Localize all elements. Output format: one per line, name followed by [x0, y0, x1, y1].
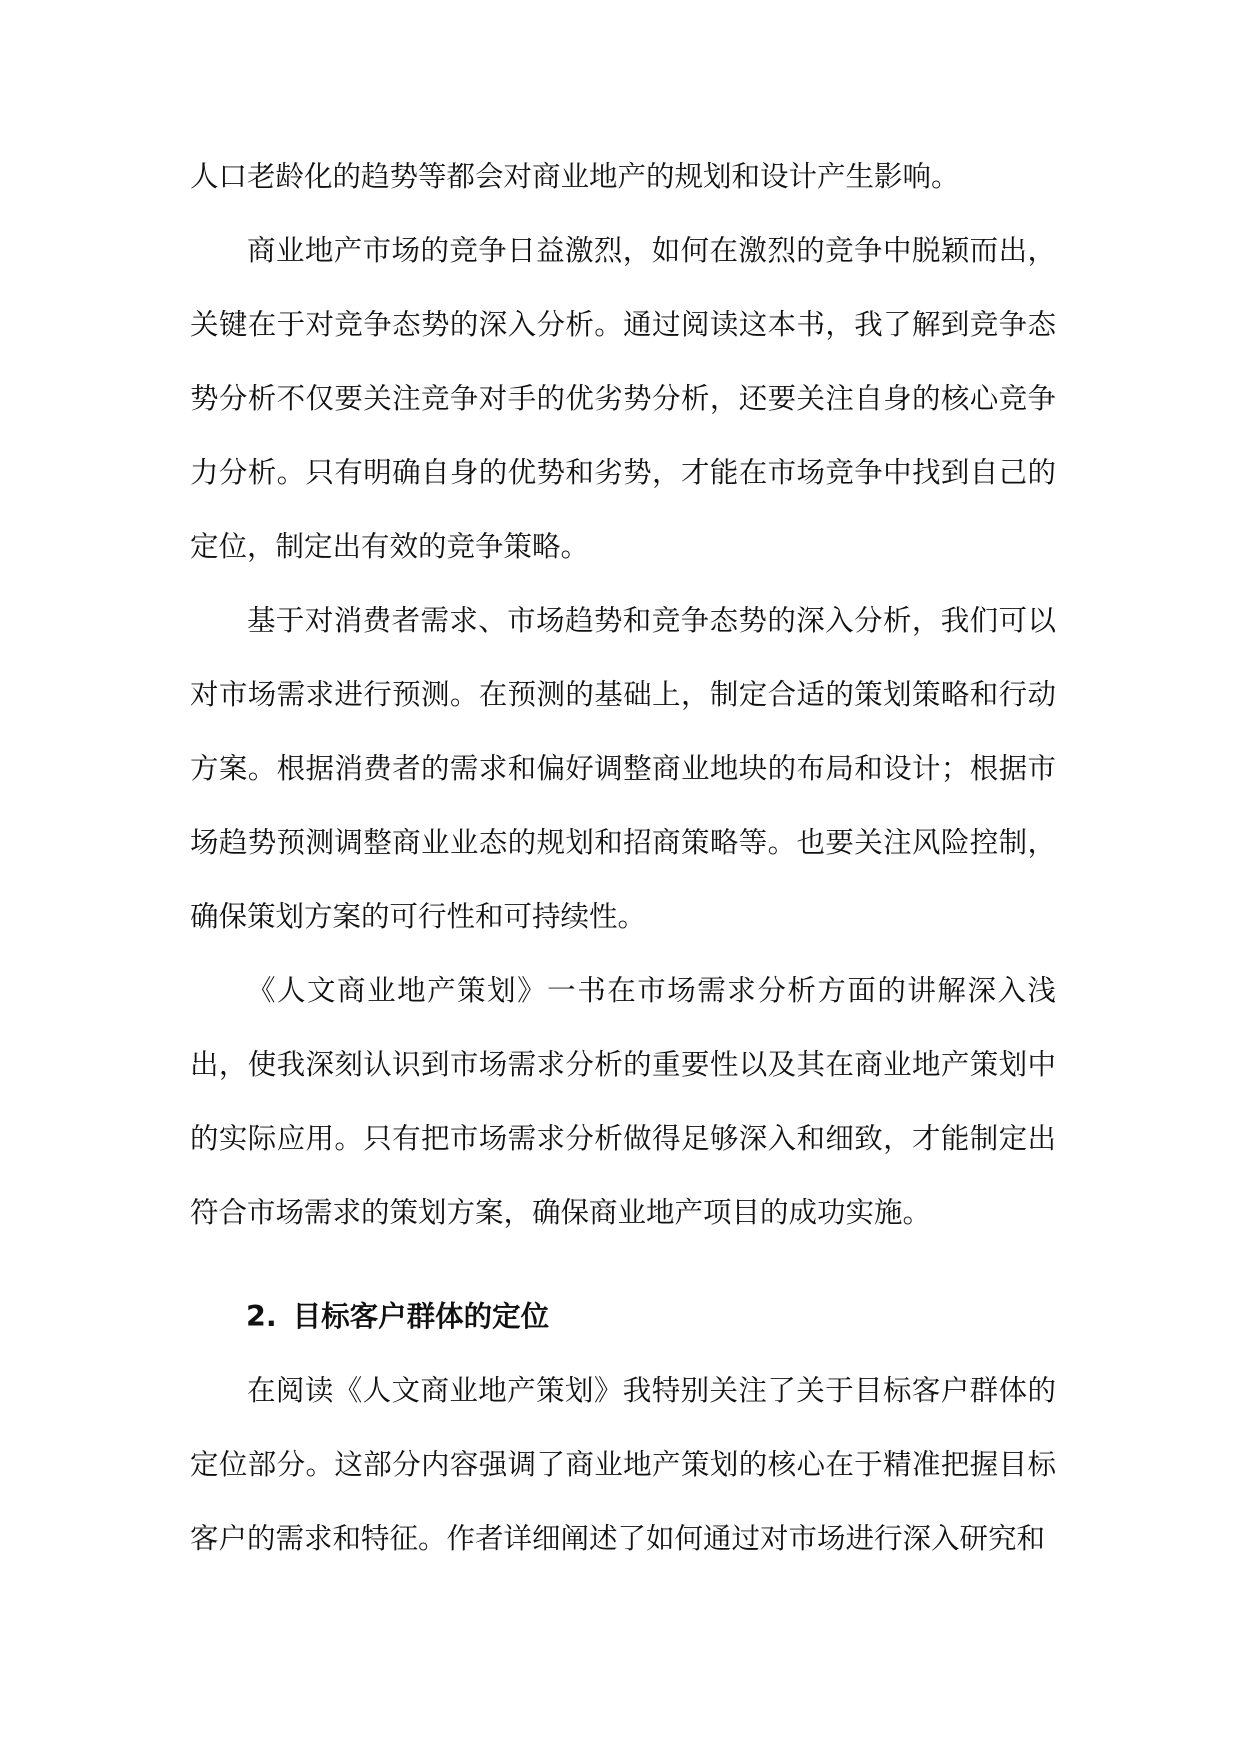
paragraph-competition-analysis: 商业地产市场的竞争日益激烈，如何在激烈的竞争中脱颖而出，关键在于对竞争态势的深入分析。通过阅读这本书，我了解到竞争态势分析不仅要关注竞争对手的优劣势分析，还要关注自身的核心竞争力分析。只有明确自身的优势和劣势，才能在市场竞争中找到自己的定位，制定出有效的竞争策略。	[190, 234, 1056, 563]
paragraph-book-summary: 《人文商业地产策划》一书在市场需求分析方面的讲解深入浅出，使我深刻认识到市场需求分析的重要性以及其在商业地产策划中的实际应用。只有把市场需求分析做得足够深入和细致，才能制定出符合市场需求的策划方案，确保商业地产项目的成功实施。	[190, 974, 1056, 1229]
paragraph-target-customers: 在阅读《人文商业地产策划》我特别关注了关于目标客户群体的定位部分。这部分内容强调了商业地产策划的核心在于精准把握目标客户的需求和特征。作者详细阐述了如何通过对市场进行深入研究和	[190, 1374, 1056, 1555]
section-heading	[190, 1280, 1056, 1354]
document-body	[190, 140, 1056, 1576]
section-title: 目标客户群体的定位	[292, 1300, 550, 1333]
paragraph-continued: 人口老龄化的趋势等都会对商业地产的规划和设计产生影响。	[190, 160, 960, 193]
paragraph-demand-forecast: 基于对消费者需求、市场趋势和竞争态势的深入分析，我们可以对市场需求进行预测。在预测的基础上，制定合适的策划策略和行动方案。根据消费者的需求和偏好调整商业地块的布局和设计；根据市场趋势预测调整商业业态的规划和招商策略等。也要关注风险控制，确保策划方案的可行性和可持续性。	[190, 604, 1056, 933]
section-number: 2.	[246, 1300, 277, 1333]
